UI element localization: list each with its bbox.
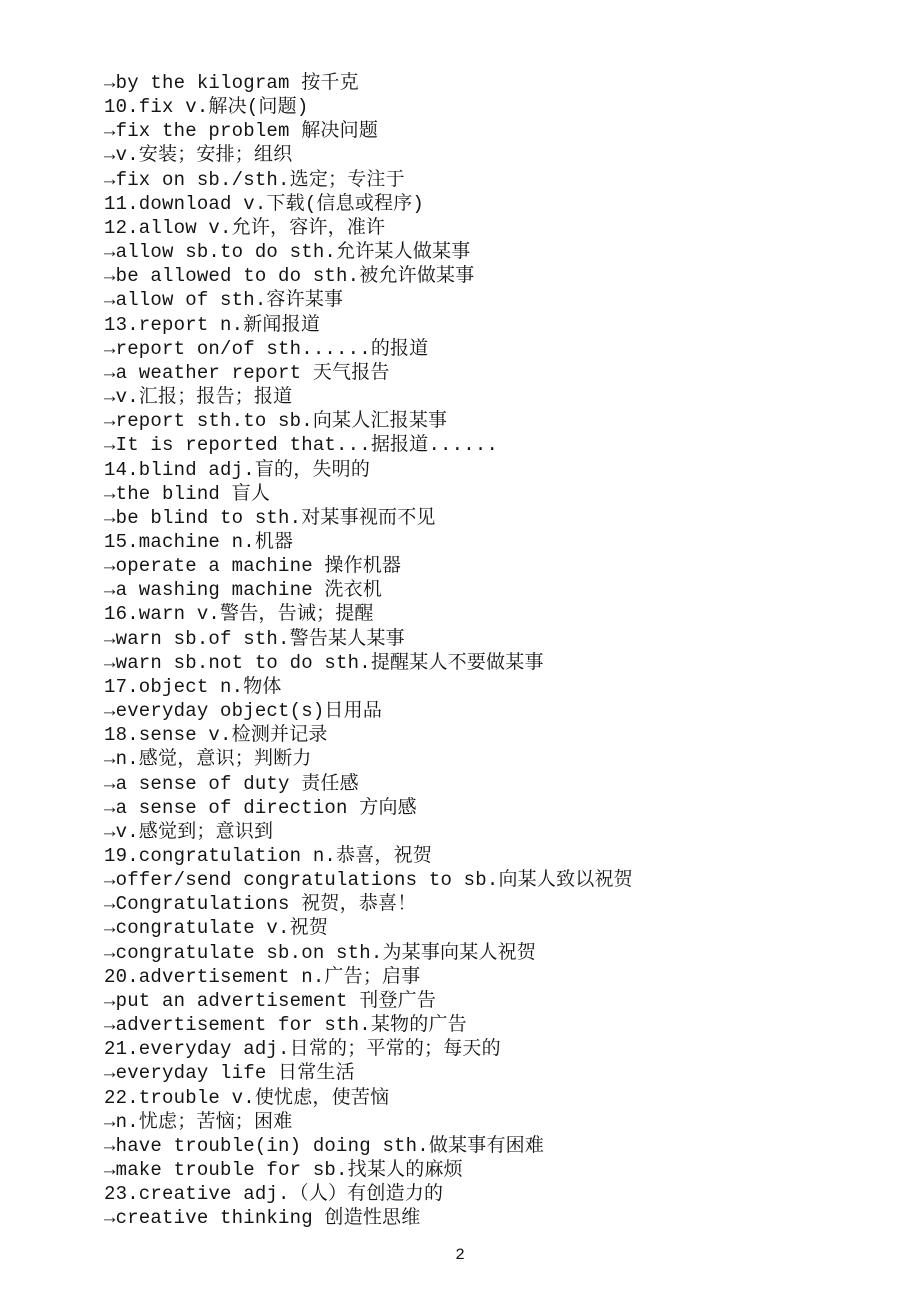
text-line: →n.忧虑；苦恼；困难 — [104, 1110, 293, 1133]
text-line: →operate a machine 操作机器 — [104, 555, 402, 578]
text-line: →congratulate v.祝贺 — [104, 917, 329, 940]
text-line: →v.汇报；报告；报道 — [104, 386, 293, 409]
text-line: →It is reported that...据报道...... — [104, 434, 499, 457]
page-number: 2 — [455, 1246, 465, 1264]
text-line: →warn sb.not to do sth.提醒某人不要做某事 — [104, 651, 544, 674]
text-line: 20.advertisement n.广告；启事 — [104, 965, 421, 988]
vocabulary-list — [104, 71, 880, 1231]
text-line: →put an advertisement 刊登广告 — [104, 989, 437, 1012]
text-line: →warn sb.of sth.警告某人某事 — [104, 627, 405, 650]
text-line: →a sense of direction 方向感 — [104, 796, 417, 819]
text-line: →by the kilogram 按千克 — [104, 72, 359, 94]
text-line: 11.download v.下载(信息或程序) — [104, 192, 425, 215]
text-line: →a sense of duty 责任感 — [104, 772, 359, 795]
text-line: →creative thinking 创造性思维 — [104, 1207, 421, 1230]
text-line: →fix the problem 解决问题 — [104, 120, 379, 143]
text-line: 22.trouble v.使忧虑，使苦恼 — [104, 1086, 390, 1109]
text-line: →be allowed to do sth.被允许做某事 — [104, 265, 475, 288]
text-line: →allow of sth.容许某事 — [104, 289, 344, 312]
text-line: 18.sense v.检测并记录 — [104, 724, 328, 747]
text-line: →allow sb.to do sth.允许某人做某事 — [104, 241, 471, 264]
text-line: →make trouble for sb.找某人的麻烦 — [104, 1159, 463, 1182]
text-line: →Congratulations 祝贺，恭喜！ — [104, 893, 417, 916]
text-line: →everyday object(s)日用品 — [104, 700, 383, 723]
text-line: →fix on sb./sth.选定；专注于 — [104, 168, 405, 191]
text-line: →have trouble(in) doing sth.做某事有困难 — [104, 1134, 545, 1157]
text-line: →v.感觉到；意识到 — [104, 820, 274, 843]
text-line: 21.everyday adj.日常的；平常的；每天的 — [104, 1038, 501, 1061]
text-line: →v.安装；安排；组织 — [104, 144, 293, 167]
text-line: 19.congratulation n.恭喜，祝贺 — [104, 845, 433, 867]
text-line: →report on/of sth......的报道 — [104, 337, 429, 360]
text-line: 23.creative adj.（人）有创造力的 — [104, 1183, 444, 1206]
text-line: 13.report n.新闻报道 — [104, 313, 321, 336]
text-line: →n.感觉，意识；判断力 — [104, 748, 312, 771]
text-line: →offer/send congratulations to sb.向某人致以祝贺 — [104, 869, 633, 892]
text-line: 14.blind adj.盲的，失明的 — [104, 458, 371, 481]
text-line: →a washing machine 洗衣机 — [104, 579, 383, 602]
text-line: →be blind to sth.对某事视而不见 — [104, 506, 436, 529]
text-line: →everyday life 日常生活 — [104, 1062, 355, 1085]
text-line: →the blind 盲人 — [104, 482, 271, 505]
text-line: 17.object n.物体 — [104, 675, 282, 698]
text-line: 16.warn v.警告，告诫；提醒 — [104, 603, 374, 626]
text-line: →a weather report 天气报告 — [104, 361, 390, 384]
text-line: 12.allow v.允许，容许，准许 — [104, 216, 386, 239]
text-line: 10.fix v.解决(问题) — [104, 96, 309, 119]
text-line: 15.machine n.机器 — [104, 530, 294, 553]
text-line: →advertisement for sth.某物的广告 — [104, 1014, 467, 1037]
text-line: →congratulate sb.on sth.为某事向某人祝贺 — [104, 941, 537, 964]
text-line: →report sth.to sb.向某人汇报某事 — [104, 410, 448, 433]
